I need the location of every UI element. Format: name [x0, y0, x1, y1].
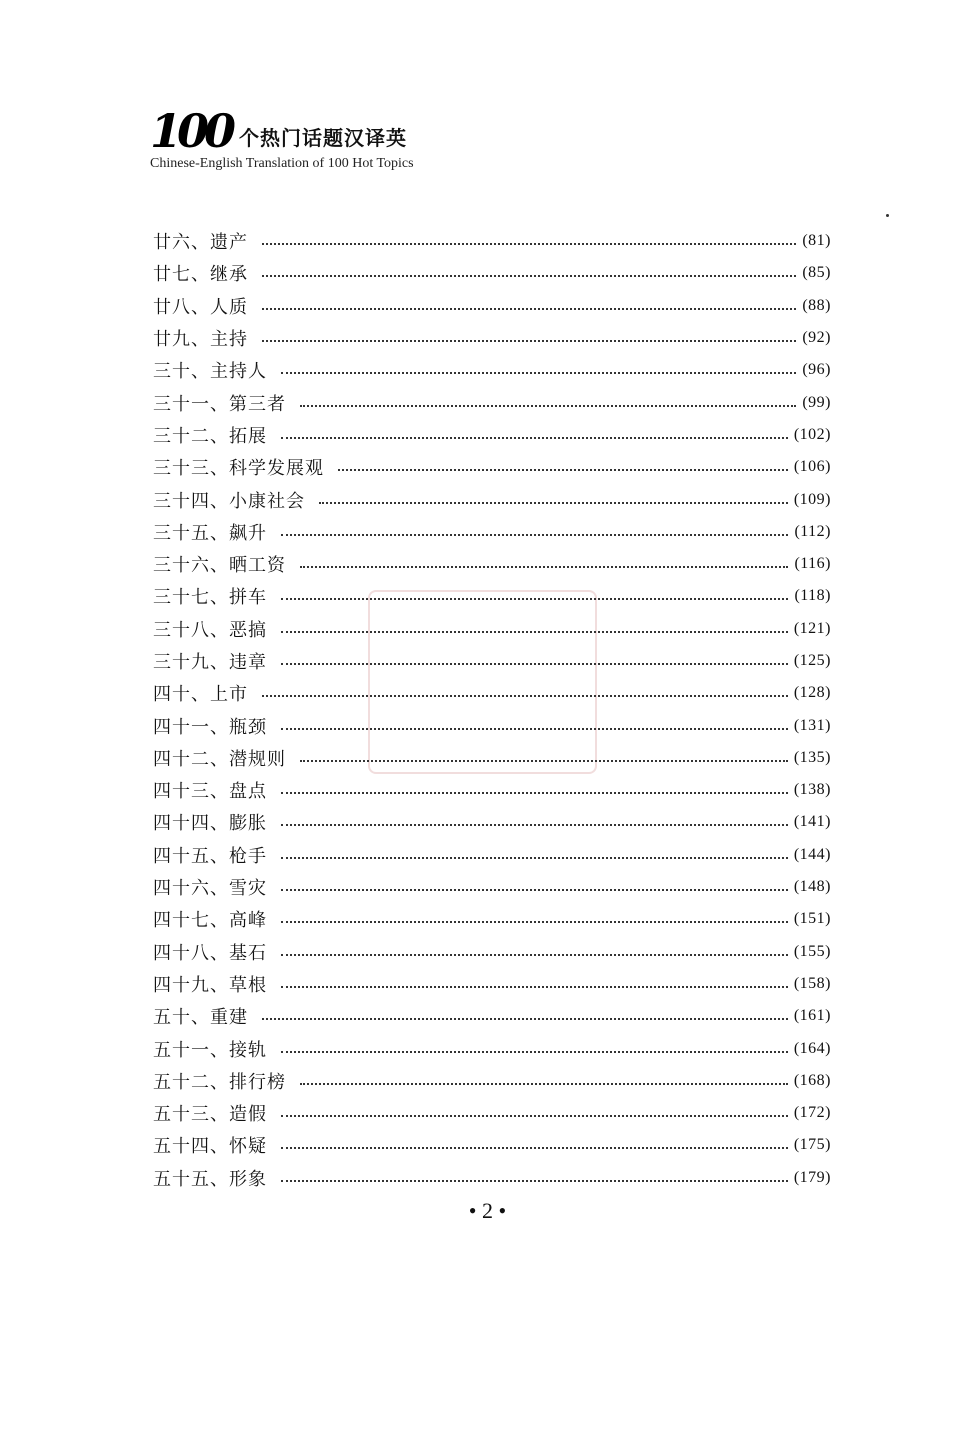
toc-entry-page: (106) — [793, 458, 831, 476]
toc-entry[interactable] — [153, 225, 831, 257]
toc-leader-dots — [262, 1018, 788, 1020]
toc-entry-title: 三十、主持人 — [153, 361, 267, 383]
toc-leader-dots — [281, 1147, 788, 1149]
toc-entry-title: 三十九、违章 — [153, 652, 267, 673]
toc-entry[interactable] — [153, 613, 831, 645]
toc-leader-dots — [281, 437, 788, 439]
toc-leader-dots — [262, 695, 788, 697]
toc-leader-dots — [281, 534, 788, 536]
toc-entry-title: 三十六、晒工资 — [153, 555, 286, 577]
toc-entry[interactable] — [153, 1000, 831, 1032]
toc-entry-page: (128) — [793, 684, 831, 702]
toc-entry[interactable] — [153, 1065, 831, 1097]
toc-entry-page: (179) — [793, 1168, 831, 1186]
toc-entry[interactable] — [153, 451, 831, 483]
toc-entry-title: 廿七、继承 — [153, 264, 248, 286]
toc-entry-title: 廿九、主持 — [153, 329, 248, 351]
toc-leader-dots — [262, 340, 796, 342]
toc-entry-title: 三十七、拼车 — [153, 587, 267, 609]
toc-entry-page: (141) — [793, 813, 831, 831]
toc-entry[interactable] — [153, 903, 831, 935]
toc-entry-page: (151) — [793, 910, 831, 928]
toc-entry-page: (168) — [793, 1071, 831, 1089]
running-header — [150, 104, 414, 172]
toc-leader-dots — [281, 986, 788, 988]
toc-entry[interactable] — [153, 1129, 831, 1161]
toc-entry[interactable] — [153, 968, 831, 1000]
toc-entry-title: 四十二、潜规则 — [153, 748, 286, 770]
toc-entry[interactable] — [153, 290, 831, 322]
toc-leader-dots — [281, 954, 788, 956]
toc-entry-title: 四十八、基石 — [153, 942, 267, 964]
toc-entry[interactable] — [153, 645, 831, 677]
toc-entry-page: (112) — [794, 522, 831, 540]
toc-entry-page: (116) — [794, 555, 831, 573]
toc-entry[interactable] — [153, 709, 831, 741]
toc-entry-page: (121) — [793, 619, 831, 637]
toc-entry-page: (155) — [793, 942, 831, 960]
toc-entry-title: 廿八、人质 — [153, 296, 248, 318]
toc-entry-page: (85) — [802, 264, 831, 282]
toc-entry-page: (172) — [793, 1104, 831, 1122]
toc-entry-title: 五十一、接轨 — [153, 1039, 267, 1061]
toc-entry-title: 五十二、排行榜 — [153, 1071, 286, 1093]
page-number: • 2 • — [468, 1198, 507, 1223]
toc-entry[interactable] — [153, 774, 831, 806]
toc-entry[interactable] — [153, 1097, 831, 1129]
toc-entry[interactable] — [153, 354, 831, 386]
toc-leader-dots — [300, 566, 788, 568]
toc-entry-title: 四十、上市 — [153, 684, 248, 706]
toc-entry-title: 四十三、盘点 — [153, 781, 267, 803]
toc-entry-page: (158) — [793, 974, 831, 992]
toc-entry[interactable] — [153, 386, 831, 418]
toc-leader-dots — [300, 760, 788, 762]
toc-leader-dots — [300, 1083, 788, 1085]
toc-entry-title: 五十四、怀疑 — [153, 1136, 267, 1158]
toc-entry[interactable] — [153, 1032, 831, 1064]
toc-entry-title: 五十三、造假 — [153, 1104, 267, 1126]
toc-entry-page: (175) — [793, 1136, 831, 1154]
toc-entry[interactable] — [153, 806, 831, 838]
toc-leader-dots — [281, 889, 788, 891]
toc-entry[interactable] — [153, 257, 831, 289]
toc-entry-page: (88) — [802, 296, 831, 314]
toc-leader-dots — [338, 469, 788, 471]
toc-entry[interactable] — [153, 1162, 831, 1194]
toc-leader-dots — [281, 598, 788, 600]
toc-entry[interactable] — [153, 483, 831, 515]
brand-subtitle: Chinese-English Translation of 100 Hot Topics — [150, 156, 414, 171]
toc-entry-title: 三十二、拓展 — [153, 425, 267, 447]
toc-entry-page: (144) — [793, 845, 831, 863]
toc-entry-page: (148) — [793, 878, 831, 896]
toc-entry[interactable] — [153, 419, 831, 451]
book-brand — [150, 104, 414, 158]
toc-entry[interactable] — [153, 839, 831, 871]
toc-entry-title: 三十五、飙升 — [153, 522, 267, 544]
toc-leader-dots — [281, 663, 788, 665]
toc-leader-dots — [281, 372, 796, 374]
toc-entry[interactable] — [153, 742, 831, 774]
toc-entry-page: (161) — [793, 1007, 831, 1025]
brand-number: 100 — [150, 104, 232, 158]
toc-leader-dots — [281, 728, 788, 730]
toc-leader-dots — [281, 792, 788, 794]
toc-entry[interactable] — [153, 548, 831, 580]
toc-entry-title: 四十六、雪灾 — [153, 878, 267, 900]
toc-entry[interactable] — [153, 871, 831, 903]
toc-leader-dots — [281, 1115, 788, 1117]
toc-leader-dots — [262, 243, 796, 245]
toc-entry-title: 四十七、高峰 — [153, 910, 267, 932]
toc-entry-title: 三十一、第三者 — [153, 393, 286, 415]
toc-entry[interactable] — [153, 580, 831, 612]
toc-entry-title: 三十四、小康社会 — [153, 490, 305, 512]
toc-entry-page: (164) — [793, 1039, 831, 1057]
toc-entry-page: (99) — [802, 393, 831, 411]
toc-entry-title: 廿六、遗产 — [153, 232, 248, 254]
toc-leader-dots — [319, 502, 788, 504]
toc-entry-page: (102) — [793, 425, 831, 443]
toc-entry[interactable] — [153, 322, 831, 354]
toc-entry-page: (96) — [802, 361, 831, 379]
toc-entry-title: 四十四、膨胀 — [153, 813, 267, 835]
toc-entry-page: (135) — [793, 748, 831, 766]
toc-entry-title: 四十一、瓶颈 — [153, 716, 267, 738]
toc-leader-dots — [281, 631, 788, 633]
toc-entry[interactable] — [153, 516, 831, 548]
toc-entry-page: (131) — [793, 716, 831, 734]
toc-leader-dots — [281, 824, 788, 826]
toc-leader-dots — [300, 405, 796, 407]
toc-entry[interactable] — [153, 936, 831, 968]
toc-entry-title: 四十五、枪手 — [153, 845, 267, 867]
toc-leader-dots — [262, 308, 796, 310]
toc-leader-dots — [281, 921, 788, 923]
toc-entry-title: 三十三、科学发展观 — [153, 458, 324, 480]
toc-entry-page: (81) — [802, 232, 831, 250]
toc-entry-page: (109) — [793, 490, 831, 508]
toc-leader-dots — [281, 1180, 788, 1182]
toc-entry-page: (92) — [802, 329, 831, 347]
toc-leader-dots — [262, 275, 796, 277]
toc-leader-dots — [281, 857, 788, 859]
toc-entry-page: (118) — [794, 587, 831, 605]
toc-entry-page: (125) — [793, 652, 831, 669]
scan-speck — [886, 214, 889, 217]
table-of-contents — [153, 225, 831, 1194]
toc-entry[interactable] — [153, 677, 831, 709]
toc-entry-title: 五十、重建 — [153, 1007, 248, 1029]
toc-entry-title: 四十九、草根 — [153, 974, 267, 996]
toc-leader-dots — [281, 1051, 788, 1053]
brand-title: 个热门话题汉译英 — [239, 126, 408, 150]
toc-entry-title: 五十五、形象 — [153, 1168, 267, 1190]
toc-entry-title: 三十八、恶搞 — [153, 619, 267, 641]
toc-entry-page: (138) — [793, 781, 831, 799]
